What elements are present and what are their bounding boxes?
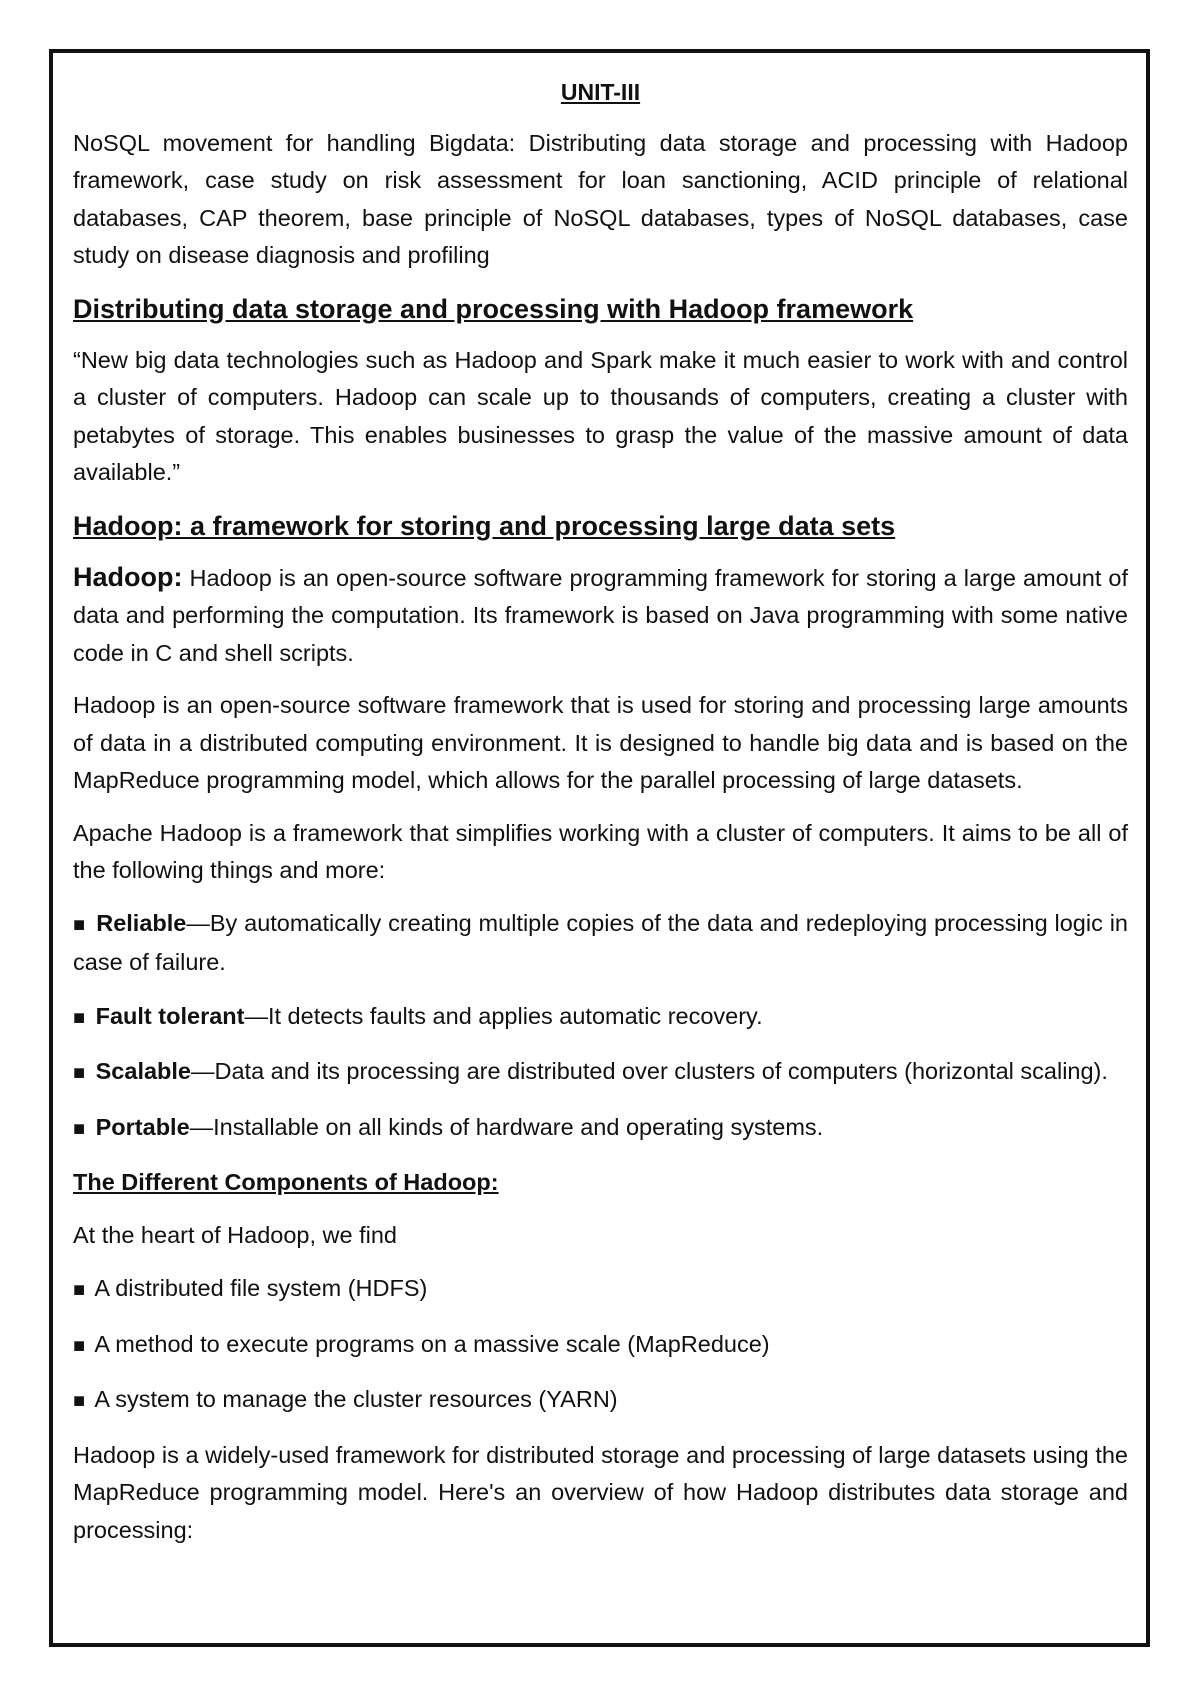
feature-term: Reliable (96, 909, 187, 936)
square-bullet-icon: ■ (73, 1062, 86, 1084)
square-bullet-icon: ■ (73, 913, 86, 936)
component-item-mapreduce (73, 1326, 1128, 1366)
component-text: A system to manage the cluster resources (YARN) (94, 1386, 618, 1412)
components-heading: The Different Components of Hadoop: (73, 1169, 499, 1195)
feature-term: Scalable (95, 1058, 191, 1084)
closing-paragraph: Hadoop is a widely-used framework for distributed storage and processing of large datasets using the MapReduce programming model. Here's an overview of how Hadoop distributes data storage and processing: (73, 1441, 1128, 1543)
component-text: A method to execute programs on a massive scale (MapReduce) (94, 1330, 770, 1357)
feature-term: Fault tolerant (95, 1002, 245, 1029)
section-heading-hadoop-framework: Hadoop: a framework for storing and processing large data sets (73, 510, 896, 541)
square-bullet-icon: ■ (73, 1390, 86, 1412)
component-text: A distributed file system (HDFS) (94, 1275, 428, 1301)
feature-description: —By automatically creating multiple copies of the data and redeploying processing logic in case of failure. (73, 909, 1128, 975)
apache-hadoop-paragraph: Apache Hadoop is a framework that simplifies working with a cluster of computers. It aims to be all of the following things and more: (73, 819, 1128, 883)
quote-paragraph: “New big data technologies such as Hadoop and Spark make it much easier to work with and control a cluster of computers. Hadoop can scale up to thousands of computers, creating a cluster with petabytes of storage. This enables businesses to grasp the value of the massive amount of data available.” (73, 346, 1128, 485)
feature-item-fault-tolerant (73, 998, 1128, 1038)
feature-description: —It detects faults and applies automatic recovery. (244, 1002, 763, 1029)
component-item-yarn (73, 1381, 1128, 1421)
feature-term: Portable (95, 1113, 190, 1140)
hadoop-intro-paragraph (73, 559, 1128, 673)
feature-description: —Data and its processing are distributed over clusters of computers (horizontal scaling). (191, 1058, 1108, 1084)
section-heading-distributing: Distributing data storage and processing with Hadoop framework (73, 293, 914, 324)
square-bullet-icon: ■ (73, 1117, 86, 1140)
components-intro: At the heart of Hadoop, we find (73, 1221, 397, 1248)
square-bullet-icon: ■ (73, 1279, 86, 1301)
hadoop-lead-word: Hadoop: (73, 561, 183, 592)
square-bullet-icon: ■ (73, 1334, 86, 1357)
component-item-hdfs (73, 1270, 1128, 1310)
syllabus-paragraph: NoSQL movement for handling Bigdata: Distributing data storage and processing with Hadoop framework, case study on risk assessment for loan sanctioning, ACID principle of relational databases, CAP theorem, base principle of NoSQL databases, types of NoSQL databases, case study on disease diagnosis and profiling (73, 129, 1128, 268)
feature-description: —Installable on all kinds of hardware and operating systems. (189, 1113, 824, 1140)
hadoop-intro-text: Hadoop is an open-source software programming framework for storing a large amount of data and performing the computation. Its framework is based on Java programming with some native code in C and shell scripts. (73, 564, 1128, 666)
feature-item-reliable (73, 905, 1128, 982)
square-bullet-icon: ■ (73, 1006, 86, 1029)
unit-title: UNIT-III (560, 79, 641, 105)
feature-item-portable (73, 1109, 1128, 1149)
feature-item-scalable (73, 1053, 1128, 1093)
document-body (73, 74, 1128, 1564)
hadoop-description-paragraph: Hadoop is an open-source software framework that is used for storing and processing large amounts of data in a distributed computing environment. It is designed to handle big data and is based on the MapReduce programming model, which allows for the parallel processing of large datasets. (73, 692, 1128, 793)
